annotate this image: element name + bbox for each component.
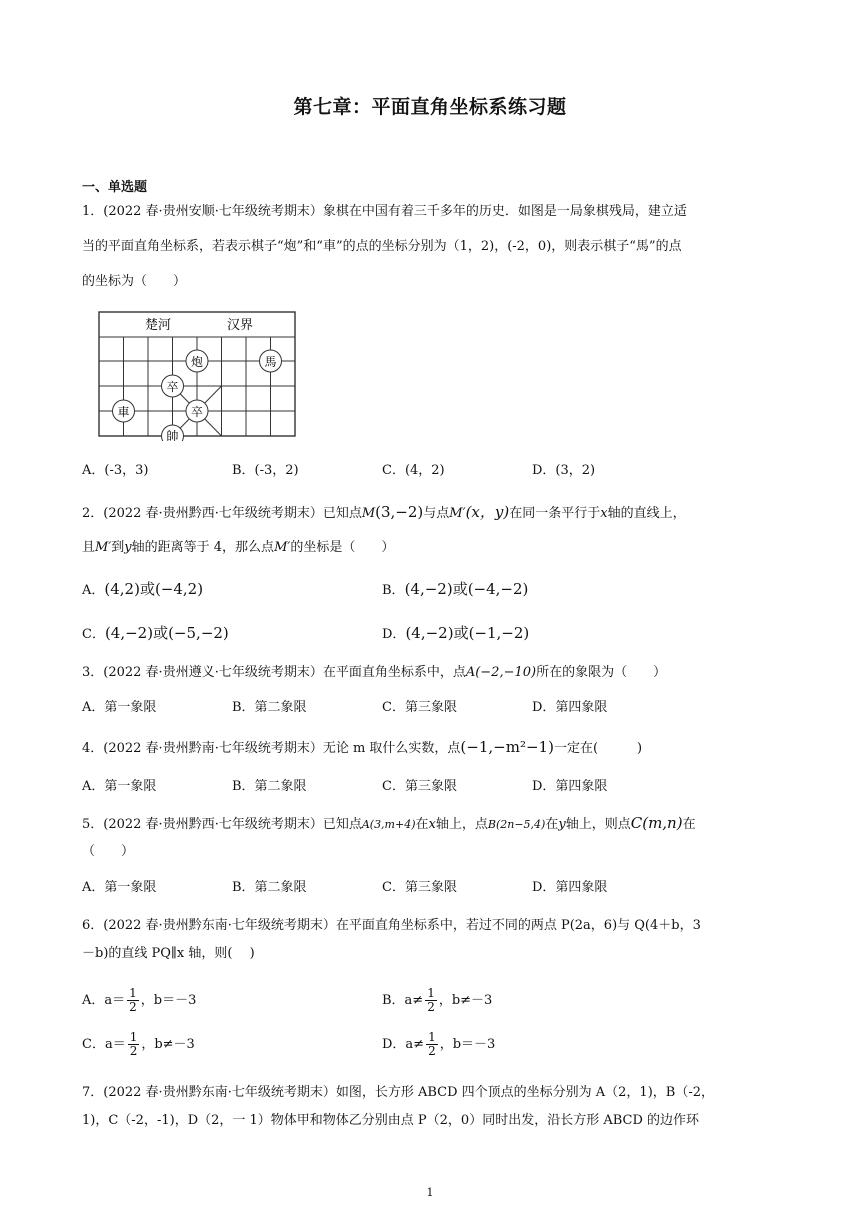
q2-option-b: B．(4,−2)或(−4,−2) (382, 580, 529, 598)
q6-line-1: 6．(2022 春·贵州黔东南·七年级统考期末）在平面直角坐标系中，若过不同的两点 P(2a，6)与 Q(4＋b，3 (82, 918, 701, 933)
piece-shuai: 帥 (166, 429, 179, 441)
q2-option-c: C．(4,−2)或(−5,−2) (82, 624, 229, 642)
q6-option-c: C．a＝ $\frac{1}{2}$ ，b≠－3 (82, 1030, 195, 1058)
q1-line-2: 当的平面直角坐标系，若表示棋子“炮”和“車”的点的坐标分别为（1，2)，(-2，0)，则表示棋子“馬”的点 (82, 239, 682, 254)
q7-line-1: 7．(2022 春·贵州黔东南·七年级统考期末）如图，长方形 ABCD 四个顶点的坐标分别为 A（2，1)，B（-2， (82, 1085, 714, 1100)
q3-option-b: B．第二象限 (232, 700, 307, 715)
q6-option-b: B．a≠ $\frac{1}{2}$ ，b≠－3 (382, 986, 493, 1014)
q5-option-c: C．第三象限 (382, 880, 457, 895)
q1-option-c: C．(4，2) (382, 463, 445, 478)
q4-option-a: A．第一象限 (82, 779, 157, 794)
q6-option-a: A．a＝ $\frac{1}{2}$ ，b＝－3 (82, 986, 197, 1014)
q4-option-d: D．第四象限 (532, 779, 608, 794)
q2-option-a: A．(4,2)或(−4,2) (82, 580, 204, 598)
river-label-right: 汉界 (226, 318, 254, 333)
q3-option-a: A．第一象限 (82, 700, 157, 715)
q4-option-c: C．第三象限 (382, 779, 457, 794)
page-number: 1 (426, 1186, 434, 1199)
q5-option-b: B．第二象限 (232, 880, 307, 895)
q1-line-1: 1．(2022 春·贵州安顺·七年级统考期末）象棋在中国有着三千多年的历史．如图是一局象棋残局，建立适 (82, 204, 687, 219)
q3-option-d: D．第四象限 (532, 700, 608, 715)
q4-line-1: 4．(2022 春·贵州黔南·七年级统考期末）无论 m 取什么实数，点(−1,−m²−1)一定在( ) (82, 738, 643, 756)
q1-option-d: D．(3，2) (532, 463, 596, 478)
piece-ju: 車 (117, 405, 130, 419)
q2-line-1: 2．(2022 春·贵州黔西·七年级统考期末）已知点M(3,−2)与点M′(x，y)在同一条平行于x轴的直线上， (82, 503, 686, 521)
piece-pao: 炮 (190, 355, 204, 369)
river-label-left: 楚河 (144, 318, 172, 333)
q5-line-2: （ ） (82, 844, 135, 859)
chess-board-figure (98, 311, 298, 441)
page-title: 第七章：平面直角坐标系练习题 (293, 96, 567, 118)
q2-line-2: 且M′到y轴的距离等于 4，那么点M′的坐标是（ ） (82, 540, 395, 555)
q5-option-a: A．第一象限 (82, 880, 157, 895)
q6-line-2: －b)的直线 PQ∥x 轴，则( ) (82, 946, 255, 961)
q5-option-d: D．第四象限 (532, 880, 608, 895)
q3-option-c: C．第三象限 (382, 700, 457, 715)
q1-line-3: 的坐标为（ ） (82, 274, 187, 289)
piece-zu-1: 卒 (166, 380, 179, 394)
section-heading: 一、单选题 (82, 180, 148, 195)
q4-option-b: B．第二象限 (232, 779, 307, 794)
q7-line-2: 1)，C（-2，-1)，D（2，一 1）物体甲和物体乙分别由点 P（2，0）同时出发，沿长方形 ABCD 的边作环 (82, 1113, 700, 1128)
q1-option-b: B．(-3，2) (232, 463, 299, 478)
piece-ma: 馬 (264, 355, 277, 369)
q1-option-a: A．(-3，3) (82, 463, 149, 478)
q3-line-1: 3．(2022 春·贵州遵义·七年级统考期末）在平面直角坐标系中，点A(−2,−10)所在的象限为（ ） (82, 665, 667, 680)
q5-line-1: 5．(2022 春·贵州黔西·七年级统考期末）已知点A(3,m+4)在x轴上，点B(2n−5,4)在y轴上，则点C(m,n)在 (82, 814, 696, 832)
q6-option-d: D．a≠ $\frac{1}{2}$ ，b＝－3 (382, 1030, 496, 1058)
piece-zu-2: 卒 (190, 405, 204, 419)
q2-option-d: D．(4,−2)或(−1,−2) (382, 624, 530, 642)
